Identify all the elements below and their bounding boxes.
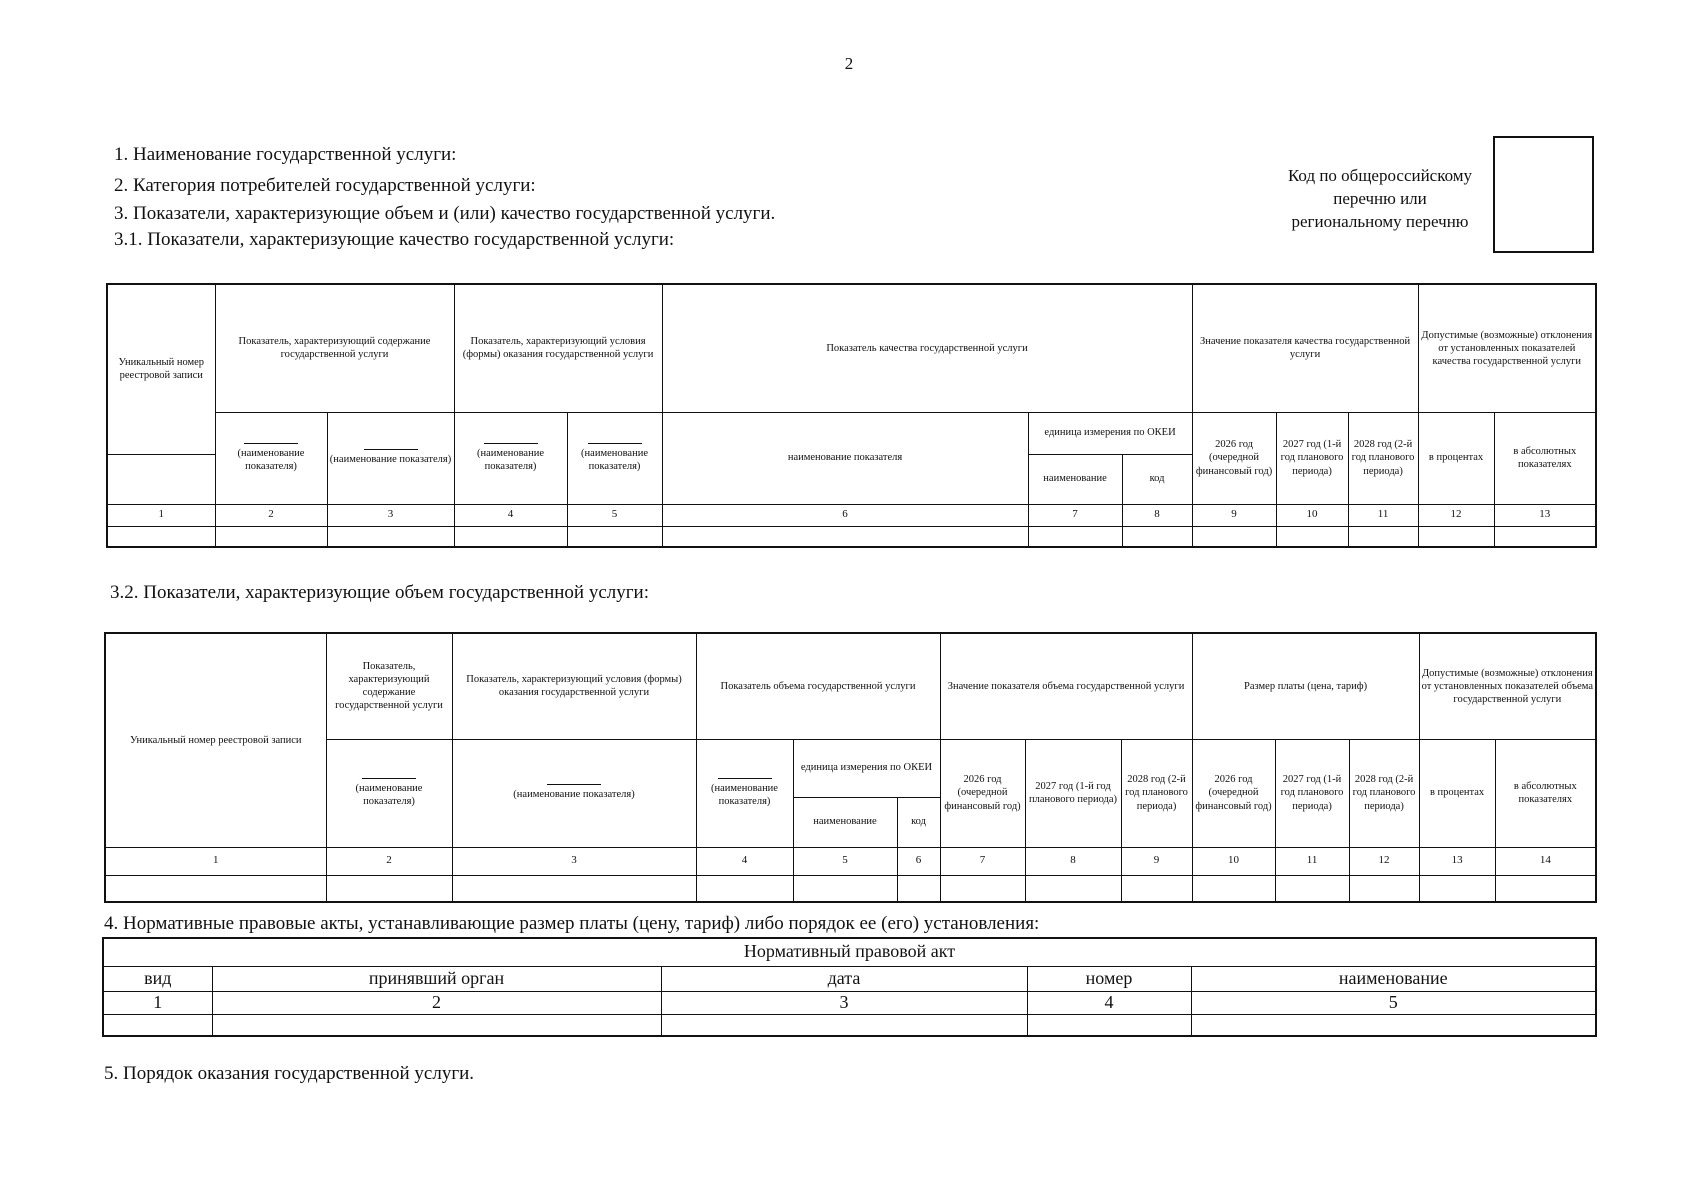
deviations-header: Допустимые (возможные) отклонения от установленных показателей объема государственной услуги xyxy=(1419,633,1596,739)
volume-value-header: Значение показателя объема государственной услуги xyxy=(940,633,1192,739)
column-number: 12 xyxy=(1349,847,1419,875)
code-box-label-line: региональному перечню xyxy=(1291,212,1469,231)
data-cell[interactable] xyxy=(105,875,326,902)
okei-code-header: код xyxy=(897,797,940,847)
volume-year-2028-header: 2028 год (2-й год планового периода) xyxy=(1121,739,1192,847)
code-box-label xyxy=(1270,164,1490,233)
column-number: 8 xyxy=(1025,847,1121,875)
code-box-label-line: Код по общероссийскому xyxy=(1287,166,1473,185)
column-number: 11 xyxy=(1348,504,1418,526)
data-cell[interactable] xyxy=(1419,875,1495,902)
data-cell[interactable] xyxy=(1191,1014,1596,1036)
column-number: 6 xyxy=(662,504,1028,526)
column-number: 13 xyxy=(1419,847,1495,875)
indicator-name-label: (наименование показателя) xyxy=(513,789,635,801)
indicator-name-label: (наименование показателя) xyxy=(329,454,452,466)
okei-name-header: наименование xyxy=(793,797,897,847)
volume-indicator-header: Показатель объема государственной услуги xyxy=(696,633,940,739)
column-number: 9 xyxy=(1192,504,1276,526)
indicator-name-label: (наименование показателя) xyxy=(477,447,544,472)
column-number: 8 xyxy=(1122,504,1192,526)
header-number: номер xyxy=(1027,966,1191,991)
column-number: 2 xyxy=(215,504,327,526)
heading-normative-acts: 4. Нормативные правовые акты, устанавливающие размер платы (цену, тариф) либо порядок ее (его) установления: xyxy=(104,913,1040,934)
content-indicator-header: Показатель, характеризующий содержание государственной услуги xyxy=(326,633,452,739)
indicator-name-cell xyxy=(452,739,696,847)
indicator-name-label: (наименование показателя) xyxy=(237,447,305,472)
blank-cell xyxy=(107,454,215,504)
quality-indicator-header: Показатель качества государственной услуги xyxy=(662,284,1192,412)
data-cell[interactable] xyxy=(1276,526,1348,547)
absolute-header: в абсолютных показателях xyxy=(1495,739,1596,847)
indicator-name-label: (наименование показателя) xyxy=(355,782,423,807)
heading-service-name: 1. Наименование государственной услуги: xyxy=(114,144,457,165)
fee-year-2026-header: 2026 год (очередной финансовый год) xyxy=(1192,739,1275,847)
okei-code-header: код xyxy=(1122,454,1192,504)
year-2026-header: 2026 год (очередной финансовый год) xyxy=(1192,412,1276,504)
data-cell[interactable] xyxy=(327,526,454,547)
quality-indicators-table xyxy=(106,283,1597,548)
column-number: 10 xyxy=(1192,847,1275,875)
deviations-header: Допустимые (возможные) отклонения от установленных показателей качества государственной услуги xyxy=(1418,284,1596,412)
code-box-label-line: перечню или xyxy=(1333,189,1427,208)
indicator-name-label: (наименование показателя) xyxy=(581,447,648,472)
data-cell[interactable] xyxy=(1494,526,1596,547)
data-cell[interactable] xyxy=(103,1014,212,1036)
header-name: наименование xyxy=(1191,966,1596,991)
header-issuing-body: принявший орган xyxy=(212,966,661,991)
heading-indicators: 3. Показатели, характеризующие объем и (или) качество государственной услуги. xyxy=(114,203,776,224)
header-date: дата xyxy=(661,966,1027,991)
data-cell[interactable] xyxy=(215,526,327,547)
column-number: 4 xyxy=(1027,991,1191,1014)
column-number: 3 xyxy=(327,504,454,526)
data-cell[interactable] xyxy=(452,875,696,902)
absolute-header: в абсолютных показателях xyxy=(1494,412,1596,504)
percent-header: в процентах xyxy=(1419,739,1495,847)
normative-acts-table xyxy=(102,937,1597,1037)
data-cell[interactable] xyxy=(1349,875,1419,902)
column-number: 2 xyxy=(212,991,661,1014)
indicator-name-cell xyxy=(454,412,567,504)
data-cell[interactable] xyxy=(567,526,662,547)
column-number: 3 xyxy=(452,847,696,875)
column-number: 10 xyxy=(1276,504,1348,526)
code-box-field[interactable] xyxy=(1493,136,1594,253)
column-number: 4 xyxy=(454,504,567,526)
conditions-indicator-header: Показатель, характеризующий условия (формы) оказания государственной услуги xyxy=(452,633,696,739)
data-cell[interactable] xyxy=(1418,526,1494,547)
column-number: 5 xyxy=(793,847,897,875)
data-cell[interactable] xyxy=(107,526,215,547)
data-cell[interactable] xyxy=(696,875,793,902)
column-number: 1 xyxy=(103,991,212,1014)
header-type: вид xyxy=(103,966,212,991)
volume-indicators-table xyxy=(104,632,1597,903)
column-number: 7 xyxy=(940,847,1025,875)
data-cell[interactable] xyxy=(661,1014,1027,1036)
okei-unit-header: единица измерения по ОКЕИ xyxy=(793,739,940,797)
name-of-indicator-header: наименование показателя xyxy=(662,412,1028,504)
fee-header: Размер платы (цена, тариф) xyxy=(1192,633,1419,739)
column-number: 4 xyxy=(696,847,793,875)
indicator-name-label: (наименование показателя) xyxy=(711,782,778,807)
data-cell[interactable] xyxy=(1028,526,1122,547)
unique-number-header: Уникальный номер реестровой записи xyxy=(105,633,326,847)
column-number: 12 xyxy=(1418,504,1494,526)
fee-year-2028-header: 2028 год (2-й год планового периода) xyxy=(1349,739,1419,847)
column-number: 14 xyxy=(1495,847,1596,875)
conditions-indicator-header: Показатель, характеризующий условия (формы) оказания государственной услуги xyxy=(454,284,662,412)
column-number: 5 xyxy=(567,504,662,526)
heading-quality-indicators: 3.1. Показатели, характеризующие качество государственной услуги: xyxy=(114,229,675,250)
data-cell[interactable] xyxy=(212,1014,661,1036)
data-cell[interactable] xyxy=(662,526,1028,547)
fee-year-2027-header: 2027 год (1-й год планового периода) xyxy=(1275,739,1349,847)
data-cell[interactable] xyxy=(1122,526,1192,547)
column-number: 1 xyxy=(107,504,215,526)
data-cell[interactable] xyxy=(326,875,452,902)
data-cell[interactable] xyxy=(1025,875,1121,902)
indicator-name-cell xyxy=(696,739,793,847)
data-cell[interactable] xyxy=(1192,526,1276,547)
data-cell[interactable] xyxy=(897,875,940,902)
data-cell[interactable] xyxy=(1121,875,1192,902)
heading-consumer-category: 2. Категория потребителей государственной услуги: xyxy=(114,175,536,196)
column-number: 2 xyxy=(326,847,452,875)
data-cell[interactable] xyxy=(1192,875,1275,902)
column-number: 9 xyxy=(1121,847,1192,875)
unique-number-header: Уникальный номер реестровой записи xyxy=(107,284,215,454)
normative-act-title: Нормативный правовой акт xyxy=(103,938,1596,966)
data-cell[interactable] xyxy=(454,526,567,547)
okei-name-header: наименование xyxy=(1028,454,1122,504)
indicator-name-cell xyxy=(326,739,452,847)
year-2028-header: 2028 год (2-й год планового периода) xyxy=(1348,412,1418,504)
indicator-name-cell xyxy=(327,412,454,504)
quality-value-header: Значение показателя качества государственной услуги xyxy=(1192,284,1418,412)
column-number: 11 xyxy=(1275,847,1349,875)
data-cell[interactable] xyxy=(1495,875,1596,902)
indicator-name-cell xyxy=(215,412,327,504)
column-number: 13 xyxy=(1494,504,1596,526)
column-number: 7 xyxy=(1028,504,1122,526)
indicator-name-cell xyxy=(567,412,662,504)
percent-header: в процентах xyxy=(1418,412,1494,504)
data-cell[interactable] xyxy=(940,875,1025,902)
content-indicator-header: Показатель, характеризующий содержание государственной услуги xyxy=(215,284,454,412)
volume-year-2027-header: 2027 год (1-й год планового периода) xyxy=(1025,739,1121,847)
column-number: 3 xyxy=(661,991,1027,1014)
volume-year-2026-header: 2026 год (очередной финансовый год) xyxy=(940,739,1025,847)
data-cell[interactable] xyxy=(1348,526,1418,547)
page-number: 2 xyxy=(844,54,854,73)
okei-unit-header: единица измерения по ОКЕИ xyxy=(1028,412,1192,454)
column-number: 1 xyxy=(105,847,326,875)
data-cell[interactable] xyxy=(1027,1014,1191,1036)
heading-service-procedure: 5. Порядок оказания государственной услуги. xyxy=(104,1063,475,1084)
year-2027-header: 2027 год (1-й год планового периода) xyxy=(1276,412,1348,504)
column-number: 5 xyxy=(1191,991,1596,1014)
column-number: 6 xyxy=(897,847,940,875)
heading-volume-indicators: 3.2. Показатели, характеризующие объем государственной услуги: xyxy=(110,582,650,603)
data-cell[interactable] xyxy=(1275,875,1349,902)
data-cell[interactable] xyxy=(793,875,897,902)
